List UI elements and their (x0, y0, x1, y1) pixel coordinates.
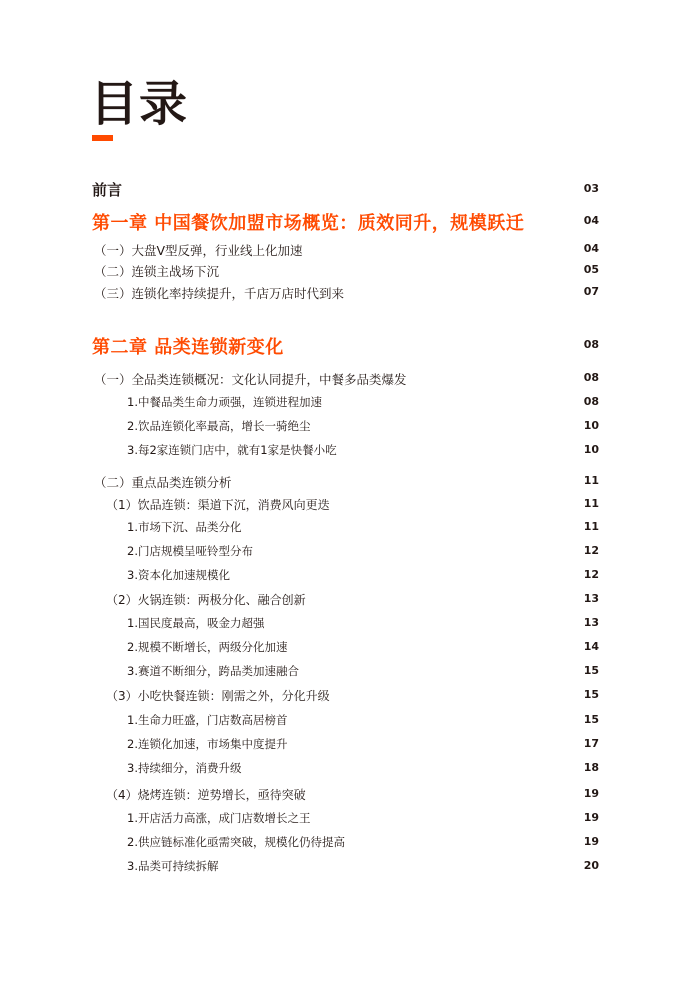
toc-entry[interactable] (0, 639, 699, 659)
toc-page-number: 11 (583, 474, 599, 487)
toc-entry[interactable] (0, 241, 699, 261)
toc-page-number: 19 (583, 835, 599, 848)
toc-entry[interactable] (0, 736, 699, 756)
title-accent-bar (92, 135, 113, 141)
toc-entry-label: 2.连锁化加速，市场集中度提升 (127, 737, 288, 751)
toc-entry[interactable] (0, 262, 699, 282)
toc-entry[interactable] (0, 543, 699, 563)
toc-page-number: 14 (583, 640, 599, 653)
toc-entry-label: （3）小吃快餐连锁：刚需之外，分化升级 (106, 689, 330, 703)
toc-entry[interactable] (0, 786, 699, 806)
toc-page-number: 08 (583, 371, 599, 384)
toc-page-number: 08 (583, 395, 599, 408)
toc-page-number: 18 (583, 761, 599, 774)
toc-entry-label: 1.市场下沉、品类分化 (127, 520, 242, 534)
toc-entry-label: 2.饮品连锁化率最高，增长一骑绝尘 (127, 419, 311, 433)
toc-page-number: 17 (583, 737, 599, 750)
toc-entry-label: 1.中餐品类生命力顽强，连锁进程加速 (127, 395, 322, 409)
toc-page-number: 19 (583, 811, 599, 824)
toc-entry[interactable] (0, 473, 699, 493)
toc-entry-label: 第一章 中国餐饮加盟市场概览：质效同升，规模跃迁 (92, 213, 525, 234)
page-title: 目录 (90, 76, 189, 132)
toc-entry[interactable] (0, 858, 699, 878)
toc-entry-label: 3.品类可持续拆解 (127, 859, 219, 873)
toc-page-number: 20 (583, 859, 599, 872)
toc-page-number: 15 (583, 688, 599, 701)
toc-entry-label: （二）连锁主战场下沉 (94, 264, 220, 279)
toc-page-number: 08 (583, 338, 599, 351)
toc-entry[interactable] (0, 834, 699, 854)
toc-preface[interactable] (0, 179, 699, 199)
toc-entry-label: 3.持续细分，消费升级 (127, 761, 242, 775)
toc-entry[interactable] (0, 370, 699, 390)
toc-page-number: 03 (583, 182, 599, 195)
toc-entry-label: （一）大盘V型反弹，行业线上化加速 (94, 243, 303, 258)
toc-entry-label: （三）连锁化率持续提升，千店万店时代到来 (94, 286, 345, 301)
toc-entry[interactable] (0, 284, 699, 304)
toc-page-number: 15 (583, 713, 599, 726)
toc-page-number: 07 (583, 285, 599, 298)
toc-entry-label: 3.赛道不断细分，跨品类加速融合 (127, 664, 299, 678)
toc-entry-label: （2）火锅连锁：两极分化、融合创新 (106, 593, 306, 607)
toc-page-number: 15 (583, 664, 599, 677)
toc-entry[interactable] (0, 687, 699, 707)
toc-page-number: 04 (583, 214, 599, 227)
toc-entry-label: 3.资本化加速规模化 (127, 568, 230, 582)
toc-entry-label: 1.国民度最高，吸金力超强 (127, 616, 265, 630)
toc-page-number: 12 (583, 544, 599, 557)
toc-entry-label: 第二章 品类连锁新变化 (92, 337, 284, 358)
toc-entry[interactable] (0, 442, 699, 462)
toc-entry[interactable] (0, 712, 699, 732)
toc-entry[interactable] (0, 663, 699, 683)
toc-entry-label: （二）重点品类连锁分析 (94, 475, 232, 490)
toc-page-number: 11 (583, 520, 599, 533)
toc-page-number: 13 (583, 592, 599, 605)
toc-page-number: 12 (583, 568, 599, 581)
toc-entry[interactable] (0, 567, 699, 587)
toc-entry-label: 2.规模不断增长，两级分化加速 (127, 640, 288, 654)
toc-entry[interactable] (0, 519, 699, 539)
toc-page-number: 10 (583, 443, 599, 456)
toc-chapter[interactable] (0, 212, 699, 232)
toc-entry-label: 1.生命力旺盛，门店数高居榜首 (127, 713, 288, 727)
toc-entry-label: 2.供应链标准化亟需突破，规模化仍待提高 (127, 835, 345, 849)
toc-entry-label: （4）烧烤连锁：逆势增长，亟待突破 (106, 788, 306, 802)
toc-entry[interactable] (0, 496, 699, 516)
toc-entry[interactable] (0, 394, 699, 414)
toc-chapter[interactable] (0, 336, 699, 356)
toc-entry-label: （一）全品类连锁概况：文化认同提升，中餐多品类爆发 (94, 372, 407, 387)
toc-entry[interactable] (0, 810, 699, 830)
toc-entry-label: 1.开店活力高涨，成门店数增长之王 (127, 811, 311, 825)
toc-entry-label: （1）饮品连锁：渠道下沉，消费风向更迭 (106, 498, 330, 512)
toc-entry[interactable] (0, 615, 699, 635)
toc-page-number: 13 (583, 616, 599, 629)
toc-entry-label: 前言 (92, 181, 123, 199)
toc-page-number: 05 (583, 263, 599, 276)
toc-entry[interactable] (0, 760, 699, 780)
toc-page-number: 19 (583, 787, 599, 800)
toc-page-number: 10 (583, 419, 599, 432)
toc-page-number: 11 (583, 497, 599, 510)
toc-page-number: 04 (583, 242, 599, 255)
toc-entry-label: 2.门店规模呈哑铃型分布 (127, 544, 253, 558)
toc-entry[interactable] (0, 591, 699, 611)
toc-entry-label: 3.每2家连锁门店中，就有1家是快餐小吃 (127, 443, 337, 457)
toc-entry[interactable] (0, 418, 699, 438)
